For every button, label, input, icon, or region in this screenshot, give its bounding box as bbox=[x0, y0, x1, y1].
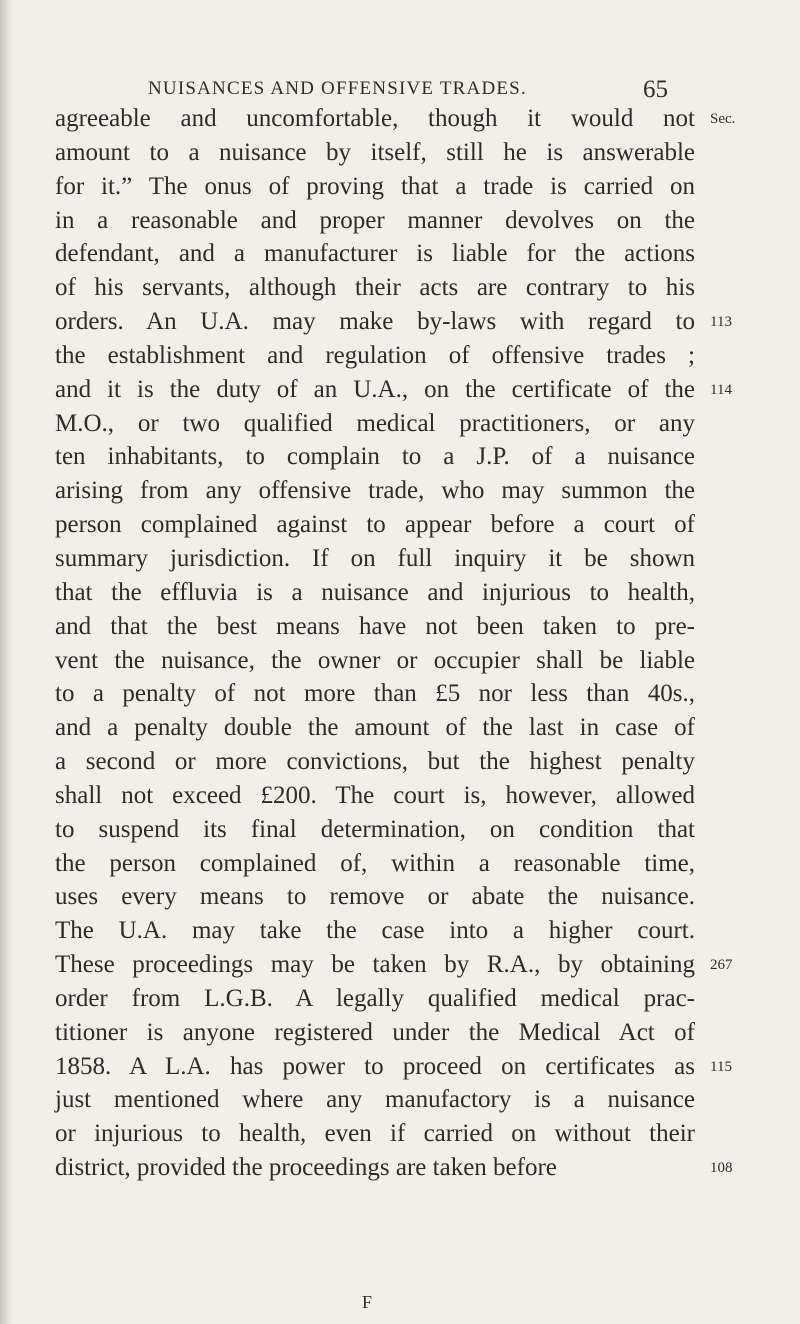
text-line: a second or more convictions, but the highest penalty bbox=[55, 748, 695, 776]
text-line: to a penalty of not more than £5 nor less than 40s., bbox=[55, 680, 695, 708]
text-line: for it.” The onus of proving that a trade is carried on bbox=[55, 172, 695, 200]
text-line: vent the nuisance, the owner or occupier shall be liable bbox=[55, 646, 695, 674]
text-line: or injurious to health, even if carried on without their bbox=[55, 1120, 695, 1148]
text-line: shall not exceed £200. The court is, however, allowed bbox=[55, 781, 695, 809]
text-line: titioner is anyone registered under the Medical Act of bbox=[55, 1018, 695, 1046]
text-line: that the effluvia is a nuisance and injurious to health, bbox=[55, 578, 695, 606]
text-line: summary jurisdiction. If on full inquiry it be shown bbox=[55, 544, 695, 572]
page-binding-edge bbox=[0, 0, 14, 1324]
text-line: M.O., or two qualified medical practitioners, or any bbox=[55, 409, 695, 437]
text-line: the establishment and regulation of offensive trades ; bbox=[55, 341, 695, 369]
running-head: NUISANCES AND OFFENSIVE TRADES. bbox=[148, 78, 527, 99]
text-line: district, provided the proceedings are taken before bbox=[55, 1154, 557, 1182]
text-line: to suspend its final determination, on condition that bbox=[55, 815, 695, 843]
text-line: and that the best means have not been taken to pre- bbox=[55, 612, 695, 640]
margin-note: 113 bbox=[710, 314, 732, 331]
text-line: of his servants, although their acts are contrary to his bbox=[55, 274, 695, 302]
margin-note: 114 bbox=[710, 381, 732, 398]
text-line: agreeable and uncomfortable, though it would not bbox=[55, 105, 695, 132]
text-line: just mentioned where any manufactory is a nuisance bbox=[55, 1086, 695, 1114]
text-line: These proceedings may be taken by R.A., by obtaining bbox=[55, 951, 695, 979]
text-line: The U.A. may take the case into a higher court. bbox=[55, 917, 695, 945]
text-line: uses every means to remove or abate the nuisance. bbox=[55, 883, 695, 911]
text-line: amount to a nuisance by itself, still he is answerable bbox=[55, 138, 695, 166]
body-text bbox=[55, 102, 695, 1185]
text-line: defendant, and a manufacturer is liable for the actions bbox=[55, 240, 695, 268]
margin-note: 267 bbox=[710, 957, 733, 974]
page-number: 65 bbox=[643, 76, 668, 103]
margin-note: Sec. bbox=[710, 111, 736, 127]
text-line: in a reasonable and proper manner devolves on the bbox=[55, 206, 695, 234]
margin-note: 115 bbox=[710, 1058, 732, 1075]
text-line: the person complained of, within a reasonable time, bbox=[55, 849, 695, 877]
text-line: and a penalty double the amount of the last in case of bbox=[55, 714, 695, 742]
text-line: and it is the duty of an U.A., on the certificate of the bbox=[55, 375, 695, 403]
signature-mark: F bbox=[362, 1292, 373, 1312]
text-line: orders. An U.A. may make by-laws with regard to bbox=[55, 308, 695, 336]
text-line: arising from any offensive trade, who may summon the bbox=[55, 477, 695, 505]
text-line: ten inhabitants, to complain to a J.P. of a nuisance bbox=[55, 443, 695, 471]
text-line: 1858. A L.A. has power to proceed on certificates as bbox=[55, 1052, 695, 1080]
text-line: order from L.G.B. A legally qualified medical prac- bbox=[55, 984, 695, 1012]
text-line: person complained against to appear before a court of bbox=[55, 511, 695, 539]
margin-note: 108 bbox=[710, 1160, 733, 1177]
